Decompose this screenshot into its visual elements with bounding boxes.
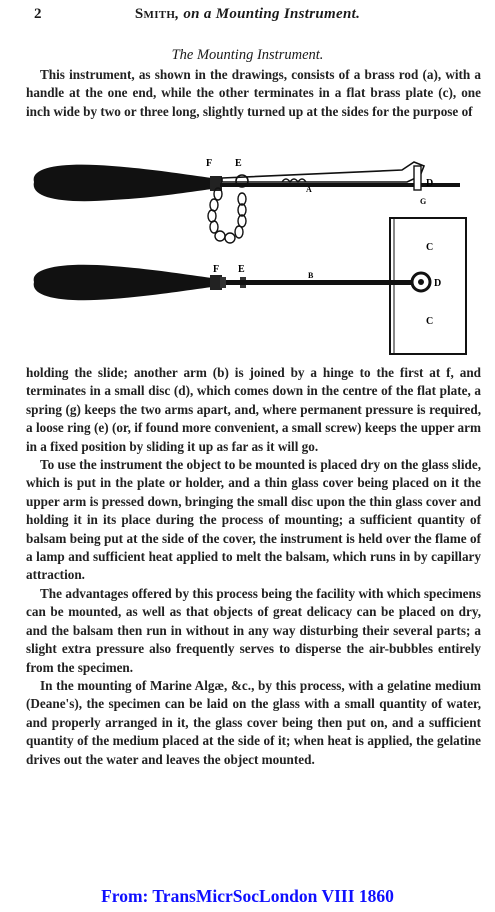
top-arm-b [222,162,424,182]
section-title: The Mounting Instrument. [171,47,324,63]
paragraph-2-text: holding the slide; another arm (b) is joined by a hinge to the first at f, and terminates in a small disc (d), which comes down in the centre of the flat plate, a spring (g) keeps the two arms apart, and, where permanent pressure is required, a loose ring (e) (or, if found more convenient, a small screw) keeps the upper arm in a fixed position by sliding it up as far as it will go. [26,365,481,454]
paragraph-5-text: In the mounting of Marine Algæ, &c., by this process, with a gelatine medium (Deane's), the specimen can be laid on the glass with a small quantity of water, and properly arranged in it, the glass cover being then put on, and a sufficient quantity of the medium placed at the side of it; when heat is applied, the gelatine drives out the water and leaves the object mounted. [26,677,481,767]
paragraph-intro [26,66,481,121]
top-chain [208,188,246,243]
paragraph-3-text: To use the instrument the object to be mounted is placed dry on the glass slide, which is put in the plate or holder, and a thin glass cover being placed on it the upper arm is pressed down, bringing the small disc upon the thin glass cover and holding it in its place during the process of mounting; a sufficient quantity of balsam being put at the side of the cover, the instrument is held over the flame of a lamp and sufficient heat applied to melt the balsam, which runs in by capillary attraction. [26,457,481,583]
top-disc-stem [414,166,421,190]
source-caption: From: TransMicrSocLondon VIII 1860 [101,886,394,906]
bottom-ring-f [220,277,226,288]
bottom-handle [34,265,212,300]
label-top-e: E [235,158,242,169]
paragraph-body [26,364,481,769]
label-top-d: D [426,178,434,189]
page-number: 2 [34,6,42,22]
label-bottom-f: F [213,264,220,275]
page-header [14,6,481,28]
label-plate-c-lower: C [426,316,434,327]
label-top-g: G [420,197,427,206]
top-rod-a [220,183,460,187]
label-top-a: A [306,185,312,194]
label-bottom-b: B [308,271,314,280]
label-plate-c-upper: C [426,242,434,253]
running-head [14,6,481,23]
paragraph-intro-text: This instrument, as shown in the drawings, consists of a brass rod (a), with a handle at the one end, while the other terminates in a flat brass plate (c), one inch wide by two or three long, slightly turned up at the sides for the purpose of [26,67,481,119]
running-head-title: , on a Mounting Instrument. [175,6,361,22]
top-handle [34,165,212,202]
paragraph-4-text: The advantages offered by this process being the facility with which specimens can be mounted, as well as that objects of great delicacy can be placed on dry, and the balsam then run in without in any way disturbing their several parts; a slight extra pressure also frequently serves to disperse the air-bubbles entirely from the specimen. [26,585,481,675]
label-top-f: F [206,158,213,169]
label-bottom-d: D [434,278,442,289]
bottom-rod-b [226,280,416,285]
instrument-illustration [22,152,482,362]
label-bottom-e: E [238,264,245,275]
running-head-author: Smith [134,6,176,22]
